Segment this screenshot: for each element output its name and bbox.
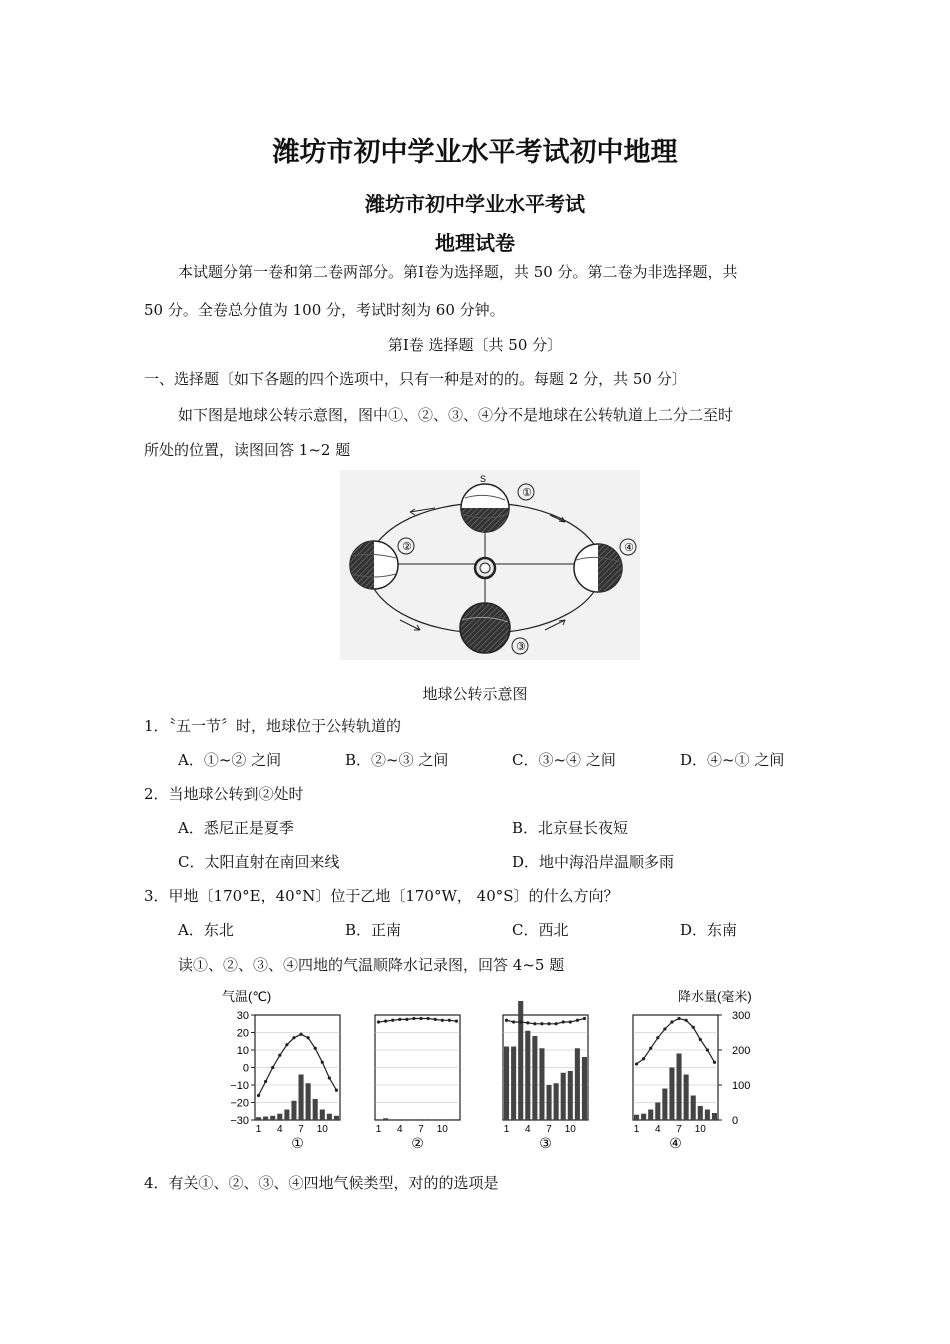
month-tick-label: 1 — [255, 1124, 262, 1135]
temp-point — [526, 1021, 529, 1024]
precip-bar — [662, 1089, 667, 1121]
temp-point — [264, 1080, 267, 1083]
month-tick-label: 4 — [397, 1124, 403, 1135]
temp-point — [377, 1020, 380, 1023]
temp-point — [384, 1020, 387, 1023]
chart-label: ② — [411, 1135, 424, 1151]
precip-bar — [383, 1118, 388, 1120]
figure-caption: 地球公转示意图 — [422, 685, 528, 703]
q1-stem: 1．〝五一节〞时，地球位于公转轨道的 — [144, 717, 402, 735]
temp-point — [635, 1062, 638, 1065]
precip-bar — [698, 1106, 703, 1120]
temp-point — [576, 1019, 579, 1022]
precip-bar — [404, 1119, 409, 1120]
temp-point — [427, 1017, 430, 1020]
month-tick-label: 4 — [277, 1124, 283, 1135]
temp-point — [299, 1033, 302, 1036]
temp-point — [257, 1094, 260, 1097]
temp-point — [419, 1017, 422, 1020]
orbit-label-2: ② — [402, 541, 412, 553]
precip-bar — [684, 1075, 689, 1121]
temp-point — [512, 1020, 515, 1023]
temp-point — [547, 1022, 550, 1025]
orbit-label-1: ① — [522, 487, 532, 499]
q1-option-a: A．①~② 之间 — [178, 751, 282, 769]
q3-option-d: D．东南 — [680, 921, 738, 939]
precip-bar — [677, 1054, 682, 1121]
precip-bar — [256, 1117, 261, 1120]
precip-bar — [648, 1110, 653, 1121]
precip-bar — [313, 1099, 318, 1120]
month-tick-label: 4 — [655, 1124, 661, 1135]
precip-bar — [291, 1101, 296, 1120]
orbit-label-4: ④ — [624, 542, 634, 554]
q3-option-b: B．正南 — [345, 921, 402, 939]
temp-point — [405, 1018, 408, 1021]
precip-bar — [390, 1119, 395, 1120]
month-tick-label: 1 — [503, 1124, 510, 1135]
month-tick-label: 7 — [418, 1124, 424, 1135]
temp-point — [307, 1036, 310, 1039]
q1-option-b: B．②~③ 之间 — [345, 751, 449, 769]
q2-stem: 2．当地球公转到②处时 — [144, 785, 304, 803]
month-tick-label: 10 — [564, 1124, 576, 1135]
precip-bar — [411, 1119, 416, 1120]
temp-point — [335, 1089, 338, 1092]
temp-point — [391, 1019, 394, 1022]
precip-tick-label: 200 — [732, 1045, 751, 1057]
month-tick-label: 10 — [694, 1124, 706, 1135]
temp-point — [455, 1020, 458, 1023]
orbit-figure — [340, 470, 640, 660]
precip-bar — [263, 1117, 268, 1121]
precip-bar — [582, 1057, 587, 1120]
precip-bar — [426, 1119, 431, 1120]
temp-point — [562, 1020, 565, 1023]
precip-bar — [568, 1071, 573, 1120]
pole-label: S — [480, 474, 487, 484]
temp-point — [328, 1076, 331, 1079]
temp-point — [271, 1066, 274, 1069]
precip-bar — [634, 1115, 639, 1120]
temp-point — [434, 1018, 437, 1021]
section-heading: 第Ⅰ卷 选择题〔共 50 分〕 — [387, 336, 563, 354]
temp-point — [540, 1022, 543, 1025]
precip-bar — [669, 1068, 674, 1121]
month-tick-label: 1 — [633, 1124, 640, 1135]
q3-option-c: C．西北 — [512, 921, 569, 939]
precip-bar — [691, 1096, 696, 1121]
temp-point — [398, 1018, 401, 1021]
month-tick-label: 7 — [298, 1124, 304, 1135]
precip-bar — [277, 1114, 282, 1120]
main-title: 潍坊市初中学业水平考试初中地理 — [272, 137, 678, 168]
temp-tick-label: −10 — [230, 1080, 249, 1092]
precip-bar — [712, 1113, 717, 1120]
temp-point — [656, 1036, 659, 1039]
precip-bar — [376, 1119, 381, 1120]
precip-bar — [327, 1114, 332, 1120]
temp-point — [663, 1027, 666, 1030]
q3-option-a: A．东北 — [178, 921, 234, 939]
orbit-label-3: ③ — [516, 641, 526, 653]
temp-point — [441, 1019, 444, 1022]
temp-point — [314, 1047, 317, 1050]
context-1-line-2: 所处的位置，读图回答 1~2 题 — [144, 441, 351, 459]
q2-option-b: B．北京昼长夜短 — [512, 819, 629, 837]
precip-bar — [284, 1110, 289, 1121]
chart-label: ④ — [669, 1135, 682, 1151]
precip-bar — [440, 1119, 445, 1120]
temp-point — [677, 1017, 680, 1020]
temp-point — [505, 1019, 508, 1022]
precip-bar — [525, 1031, 530, 1120]
precip-tick-label: 100 — [732, 1080, 751, 1092]
precip-bar — [554, 1083, 559, 1120]
precip-bar — [334, 1116, 339, 1120]
precip-bar — [433, 1119, 438, 1120]
month-tick-label: 4 — [525, 1124, 531, 1135]
precip-bar — [532, 1036, 537, 1120]
q1-option-c: C．③~④ 之间 — [512, 751, 616, 769]
q1-option-d: D．④~① 之间 — [680, 751, 785, 769]
month-tick-label: 7 — [676, 1124, 682, 1135]
precip-bar — [419, 1119, 424, 1120]
q2-option-a: A．悉尼正是夏季 — [178, 819, 294, 837]
temp-point — [519, 1020, 522, 1023]
temp-tick-label: 30 — [236, 1010, 249, 1022]
temp-point — [685, 1019, 688, 1022]
temp-point — [670, 1020, 673, 1023]
sub-title: 潍坊市初中学业水平考试 — [365, 192, 585, 216]
intro-line-2: 50 分。全卷总分值为 100 分，考试时刻为 60 分钟。 — [144, 301, 505, 319]
precip-bar — [504, 1047, 509, 1121]
temp-point — [699, 1038, 702, 1041]
temp-point — [583, 1017, 586, 1020]
temp-point — [555, 1022, 558, 1025]
context-2: 读①、②、③、④四地的气温顺降水记录图，回答 4~5 题 — [178, 956, 565, 974]
temp-tick-label: 10 — [236, 1045, 249, 1057]
temp-tick-label: −30 — [230, 1115, 249, 1127]
temp-point — [706, 1048, 709, 1051]
temp-point — [642, 1057, 645, 1060]
q2-option-d: D．地中海沿岸温顺多雨 — [512, 853, 675, 871]
temp-tick-label: 0 — [242, 1062, 249, 1075]
temp-point — [649, 1047, 652, 1050]
precip-bar — [575, 1048, 580, 1120]
precip-tick-label: 300 — [732, 1010, 751, 1022]
chart-label: ③ — [539, 1135, 552, 1151]
paper-title: 地理试卷 — [435, 231, 515, 255]
temp-point — [278, 1054, 281, 1057]
temp-point — [292, 1036, 295, 1039]
part-one-heading: 一、选择题〔如下各题的四个选项中，只有一种是对的的。每题 2 分，共 50 分〕 — [144, 370, 687, 388]
precip-bar — [397, 1119, 402, 1120]
precip-bar — [299, 1075, 304, 1121]
temp-point — [412, 1017, 415, 1020]
q2-option-c: C．太阳直射在南回来线 — [178, 853, 340, 871]
intro-line-1: 本试题分第一卷和第二卷两部分。第Ⅰ卷为选择题，共 50 分。第二卷为非选择题，共 — [178, 263, 738, 281]
precip-bar — [270, 1116, 275, 1120]
temp-point — [285, 1043, 288, 1046]
temp-point — [713, 1061, 716, 1064]
precip-bar — [547, 1085, 552, 1120]
q4-stem: 4．有关①、②、③、④四地气候类型，对的的选项是 — [144, 1174, 499, 1192]
month-tick-label: 10 — [316, 1124, 328, 1135]
context-1-line-1: 如下图是地球公转示意图，图中①、②、③、④分不是地球在公转轨道上二分二至时 — [178, 406, 734, 424]
month-tick-label: 7 — [546, 1124, 552, 1135]
temp-point — [448, 1019, 451, 1022]
precip-bar — [306, 1083, 311, 1120]
sun — [475, 558, 495, 578]
month-tick-label: 10 — [436, 1124, 448, 1135]
temp-tick-label: −20 — [230, 1097, 249, 1110]
precip-bar — [511, 1047, 516, 1121]
climate-charts — [220, 985, 780, 1155]
precip-bar — [447, 1119, 452, 1120]
precip-bar — [561, 1073, 566, 1120]
month-tick-label: 1 — [375, 1124, 382, 1135]
precip-tick-label: 0 — [732, 1115, 739, 1127]
temp-point — [533, 1022, 536, 1025]
temp-tick-label: 20 — [236, 1027, 249, 1040]
temp-point — [692, 1026, 695, 1029]
precip-bar — [539, 1048, 544, 1120]
precip-bar — [655, 1103, 660, 1121]
temp-axis-label: 气温(℃) — [222, 989, 272, 1004]
chart-label: ① — [291, 1135, 304, 1151]
precip-bar — [454, 1119, 459, 1120]
temp-point — [569, 1020, 572, 1023]
precip-axis-label: 降水量(毫米) — [678, 989, 752, 1004]
q3-stem: 3．甲地〔170°E，40°N〕位于乙地〔170°W， 40°S〕的什么方向？ — [144, 887, 619, 905]
precip-bar — [320, 1110, 325, 1121]
temp-point — [321, 1061, 324, 1064]
precip-bar — [705, 1110, 710, 1121]
precip-bar — [518, 1001, 523, 1120]
precip-bar — [641, 1114, 646, 1120]
